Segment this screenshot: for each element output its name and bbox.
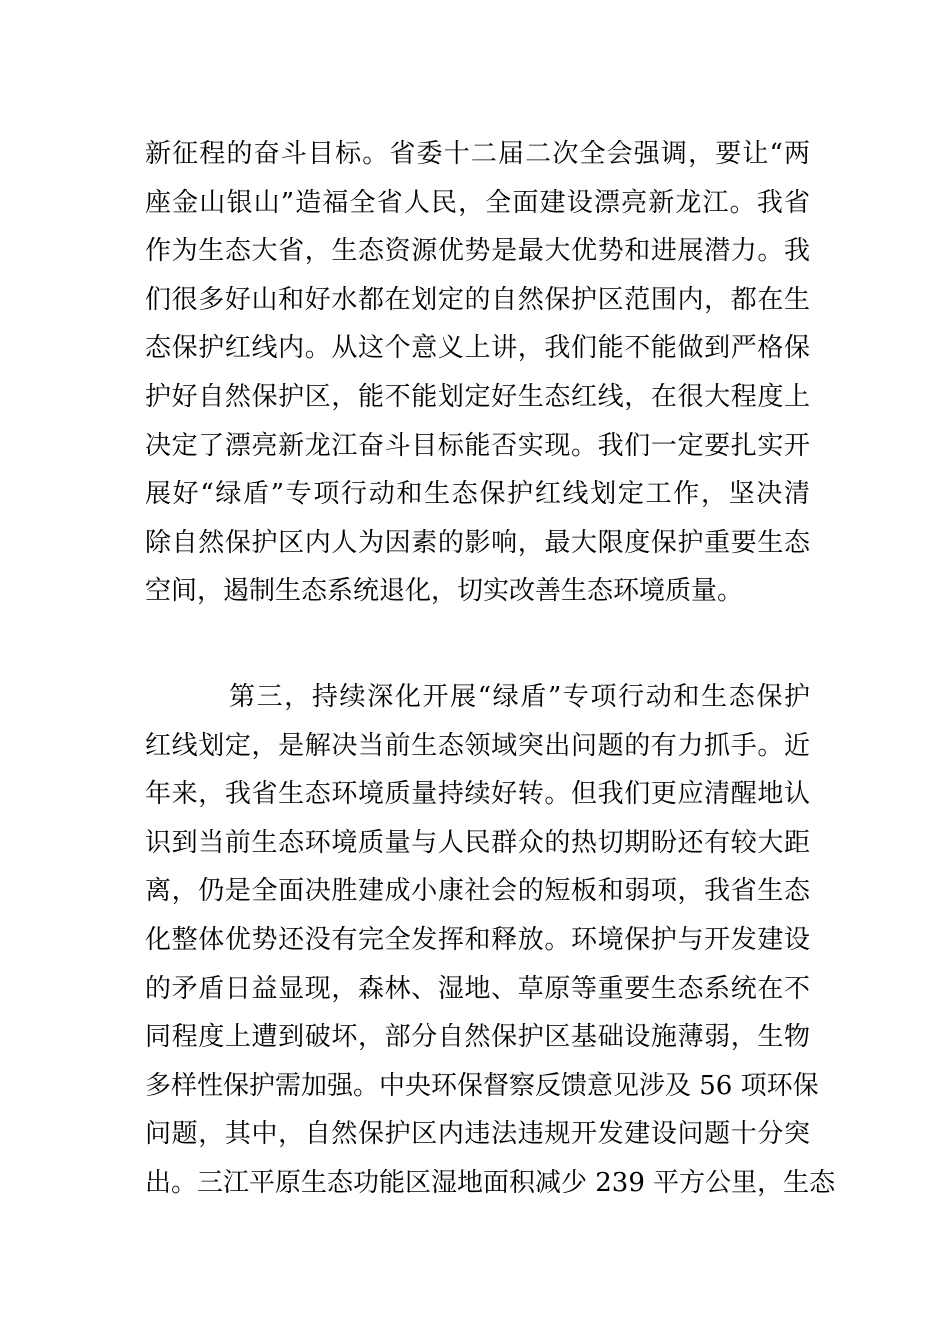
paragraph-2 [145,673,836,1208]
text-line: 多样性保护需加强。中央环保督察反馈意见涉及 56 项环保 [145,1070,819,1101]
text-line: 除自然保护区内人为因素的影响，最大限度保护重要生态 [145,527,810,558]
text-line: 年来，我省生态环境质量持续好转。但我们更应清醒地认 [145,779,810,810]
text-line: 新征程的奋斗目标。省委十二届二次全会强调，要让“两 [145,139,810,169]
text-line: 同程度上遭到破坏，部分自然保护区基础设施薄弱，生物 [145,1022,810,1053]
text-line: 作为生态大省，生态资源优势是最大优势和进展潜力。我 [145,236,810,267]
text-line: 问题，其中，自然保护区内违法违规开发建设问题十分突 [145,1119,810,1150]
text-line: 识到当前生态环境质量与人民群众的热切期盼还有较大距 [145,827,810,858]
text-line: 化整体优势还没有完全发挥和释放。环境保护与开发建设 [145,924,810,955]
text-line: 出。三江平原生态功能区湿地面积减少 239 平方公里，生态 [145,1167,836,1198]
text-line: 离，仍是全面决胜建成小康社会的短板和弱项，我省生态 [145,876,810,907]
text-line: 护好自然保护区，能不能划定好生态红线，在很大程度上 [145,381,810,412]
text-line: 态保护红线内。从这个意义上讲，我们能不能做到严格保 [145,333,810,364]
text-line: 第三，持续深化开展“绿盾”专项行动和生态保护 [229,682,810,712]
text-line: 的矛盾日益显现，森林、湿地、草原等重要生态系统在不 [145,973,810,1004]
text-line: 们很多好山和好水都在划定的自然保护区范围内，都在生 [145,284,810,315]
text-line: 展好“绿盾”专项行动和生态保护红线划定工作，坚决清 [145,479,810,510]
paragraph-1 [145,130,810,616]
text-line: 空间，遏制生态系统退化，切实改善生态环境质量。 [145,576,744,607]
text-line: 座金山银山”造福全省人民，全面建设漂亮新龙江。我省 [145,187,810,218]
text-line: 红线划定，是解决当前生态领域突出问题的有力抓手。近 [145,730,810,761]
text-line: 决定了漂亮新龙江奋斗目标能否实现。我们一定要扎实开 [145,430,810,461]
